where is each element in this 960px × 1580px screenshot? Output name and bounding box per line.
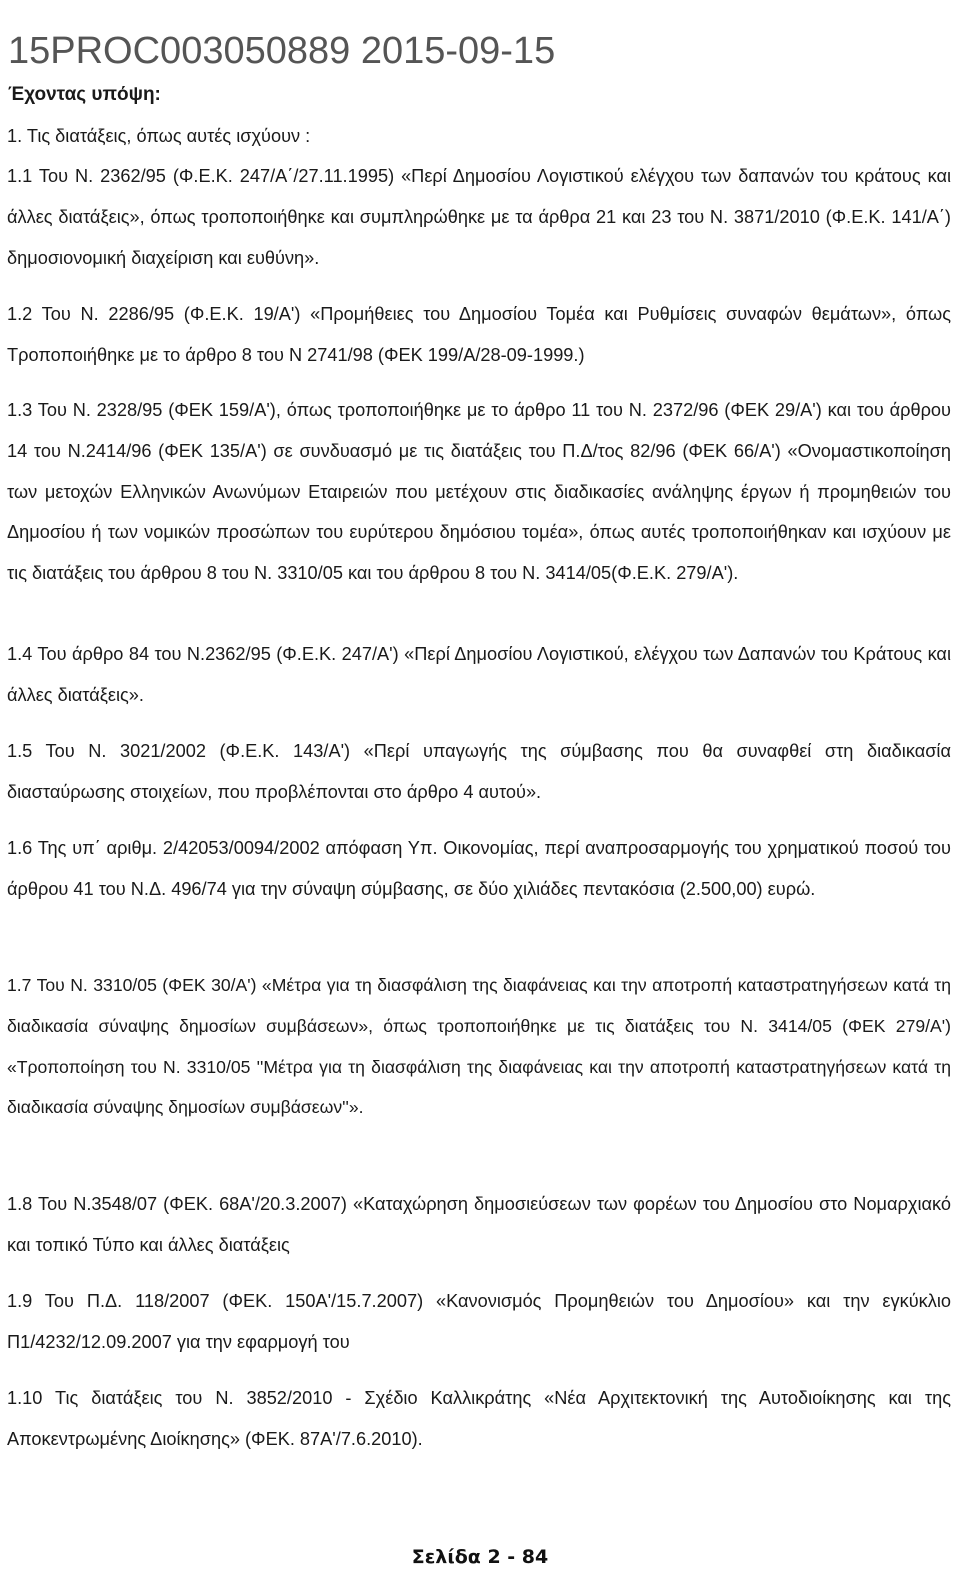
- paragraph-1-4: 1.4 Του άρθρο 84 του Ν.2362/95 (Φ.Ε.Κ. 247/Α') «Περί Δημοσίου Λογιστικού, ελέγχου των Δαπανών του Κράτους και άλλες διατάξεις».: [7, 644, 951, 705]
- page-number-footer: Σελίδα 2 - 84: [411, 1546, 549, 1568]
- paragraph-1-5: 1.5 Του Ν. 3021/2002 (Φ.Ε.Κ. 143/Α') «Περί υπαγωγής της σύμβασης που θα συναφθεί στη διαδικασία διασταύρωσης στοιχείων, που προβλέπονται στο άρθρο 4 αυτού».: [7, 741, 951, 802]
- paragraph-1-7: 1.7 Του Ν. 3310/05 (ΦΕΚ 30/Α') «Μέτρα για τη διασφάλιση της διαφάνειας και την αποτροπή καταστρατηγήσεων κατά τη διαδικασία σύναψης δημοσίων συμβάσεων», όπως τροποποιήθηκε με τις διατάξεις του Ν. 3414/05 (ΦΕΚ 279/Α') «Τροποποίηση του Ν. 3310/05 ''Μέτρα για τη διασφάλιση της διαφάνειας και την αποτροπή καταστρατηγήσεων κατά τη διαδικασία σύναψης δημοσίων συμβάσεων''».: [7, 975, 951, 1118]
- paragraph-1-10: 1.10 Τις διατάξεις του Ν. 3852/2010 - Σχέδιο Καλλικράτης «Νέα Αρχιτεκτονική της Αυτοδιοίκησης και της Αποκεντρωμένης Διοίκησης» (ΦΕΚ. 87Α'/7.6.2010).: [7, 1388, 951, 1449]
- section-heading: Έχοντας υπόψη:: [8, 84, 161, 105]
- document-id: 15PROC003050889 2015-09-15: [8, 30, 556, 72]
- paragraph-1-1: 1.1 Του Ν. 2362/95 (Φ.Ε.Κ. 247/Α΄/27.11.1995) «Περί Δημοσίου Λογιστικού ελέγχου των δαπανών του κράτους και άλλες διατάξεις», όπως τροποποιήθηκε και συμπληρώθηκε με τα άρθρα 21 και 23 του Ν. 3871/2010 (Φ.Ε.Κ. 141/Α΄) δημοσιονομική διαχείριση και ευθύνη».: [7, 166, 951, 268]
- paragraph-1-6: 1.6 Της υπ΄ αριθμ. 2/42053/0094/2002 απόφαση Υπ. Οικονομίας, περί αναπροσαρμογής του χρηματικού ποσού του άρθρου 41 του Ν.Δ. 496/74 για την σύναψη σύμβασης, σε δύο χιλιάδες πεντακόσια (2.500,00) ευρώ.: [7, 838, 951, 899]
- paragraph-1-8: 1.8 Του Ν.3548/07 (ΦΕΚ. 68Α'/20.3.2007) «Καταχώρηση δημοσιεύσεων των φορέων του Δημοσίου στο Νομαρχιακό και τοπικό Τύπο και άλλες διατάξεις: [7, 1194, 951, 1255]
- paragraph-1-9: 1.9 Του Π.Δ. 118/2007 (ΦΕΚ. 150Α'/15.7.2007) «Κανονισμός Προμηθειών του Δημοσίου» και την εγκύκλιο Π1/4232/12.09.2007 για την εφαρμογή του: [7, 1291, 951, 1352]
- paragraph-1: 1. Τις διατάξεις, όπως αυτές ισχύουν :: [7, 126, 311, 146]
- paragraph-1-2: 1.2 Του Ν. 2286/95 (Φ.Ε.Κ. 19/Α') «Προμήθειες του Δημοσίου Τομέα και Ρυθμίσεις συναφών θεμάτων», όπως Τροποποιήθηκε με το άρθρο 8 του Ν 2741/98 (ΦΕΚ 199/Α/28-09-1999.): [7, 304, 951, 365]
- paragraph-1-3: 1.3 Του Ν. 2328/95 (ΦΕΚ 159/Α'), όπως τροποποιήθηκε με το άρθρο 11 του Ν. 2372/96 (ΦΕΚ 29/Α') και του άρθρου 14 του Ν.2414/96 (ΦΕΚ 135/Α') σε συνδυασμό με τις διατάξεις του Π.Δ/τος 82/96 (ΦΕΚ 66/Α') «Ονομαστικοποίηση των μετοχών Ελληνικών Ανωνύμων Εταιρειών που μετέχουν στις διαδικασίες ανάληψης έργων ή προμηθειών του Δημοσίου ή των νομικών προσώπων του ευρύτερου δημόσιου τομέα», όπως αυτές τροποποιήθηκαν και ισχύουν με τις διατάξεις του άρθρου 8 του Ν. 3310/05 και του άρθρου 8 του Ν. 3414/05(Φ.Ε.Κ. 279/Α').: [7, 400, 951, 584]
